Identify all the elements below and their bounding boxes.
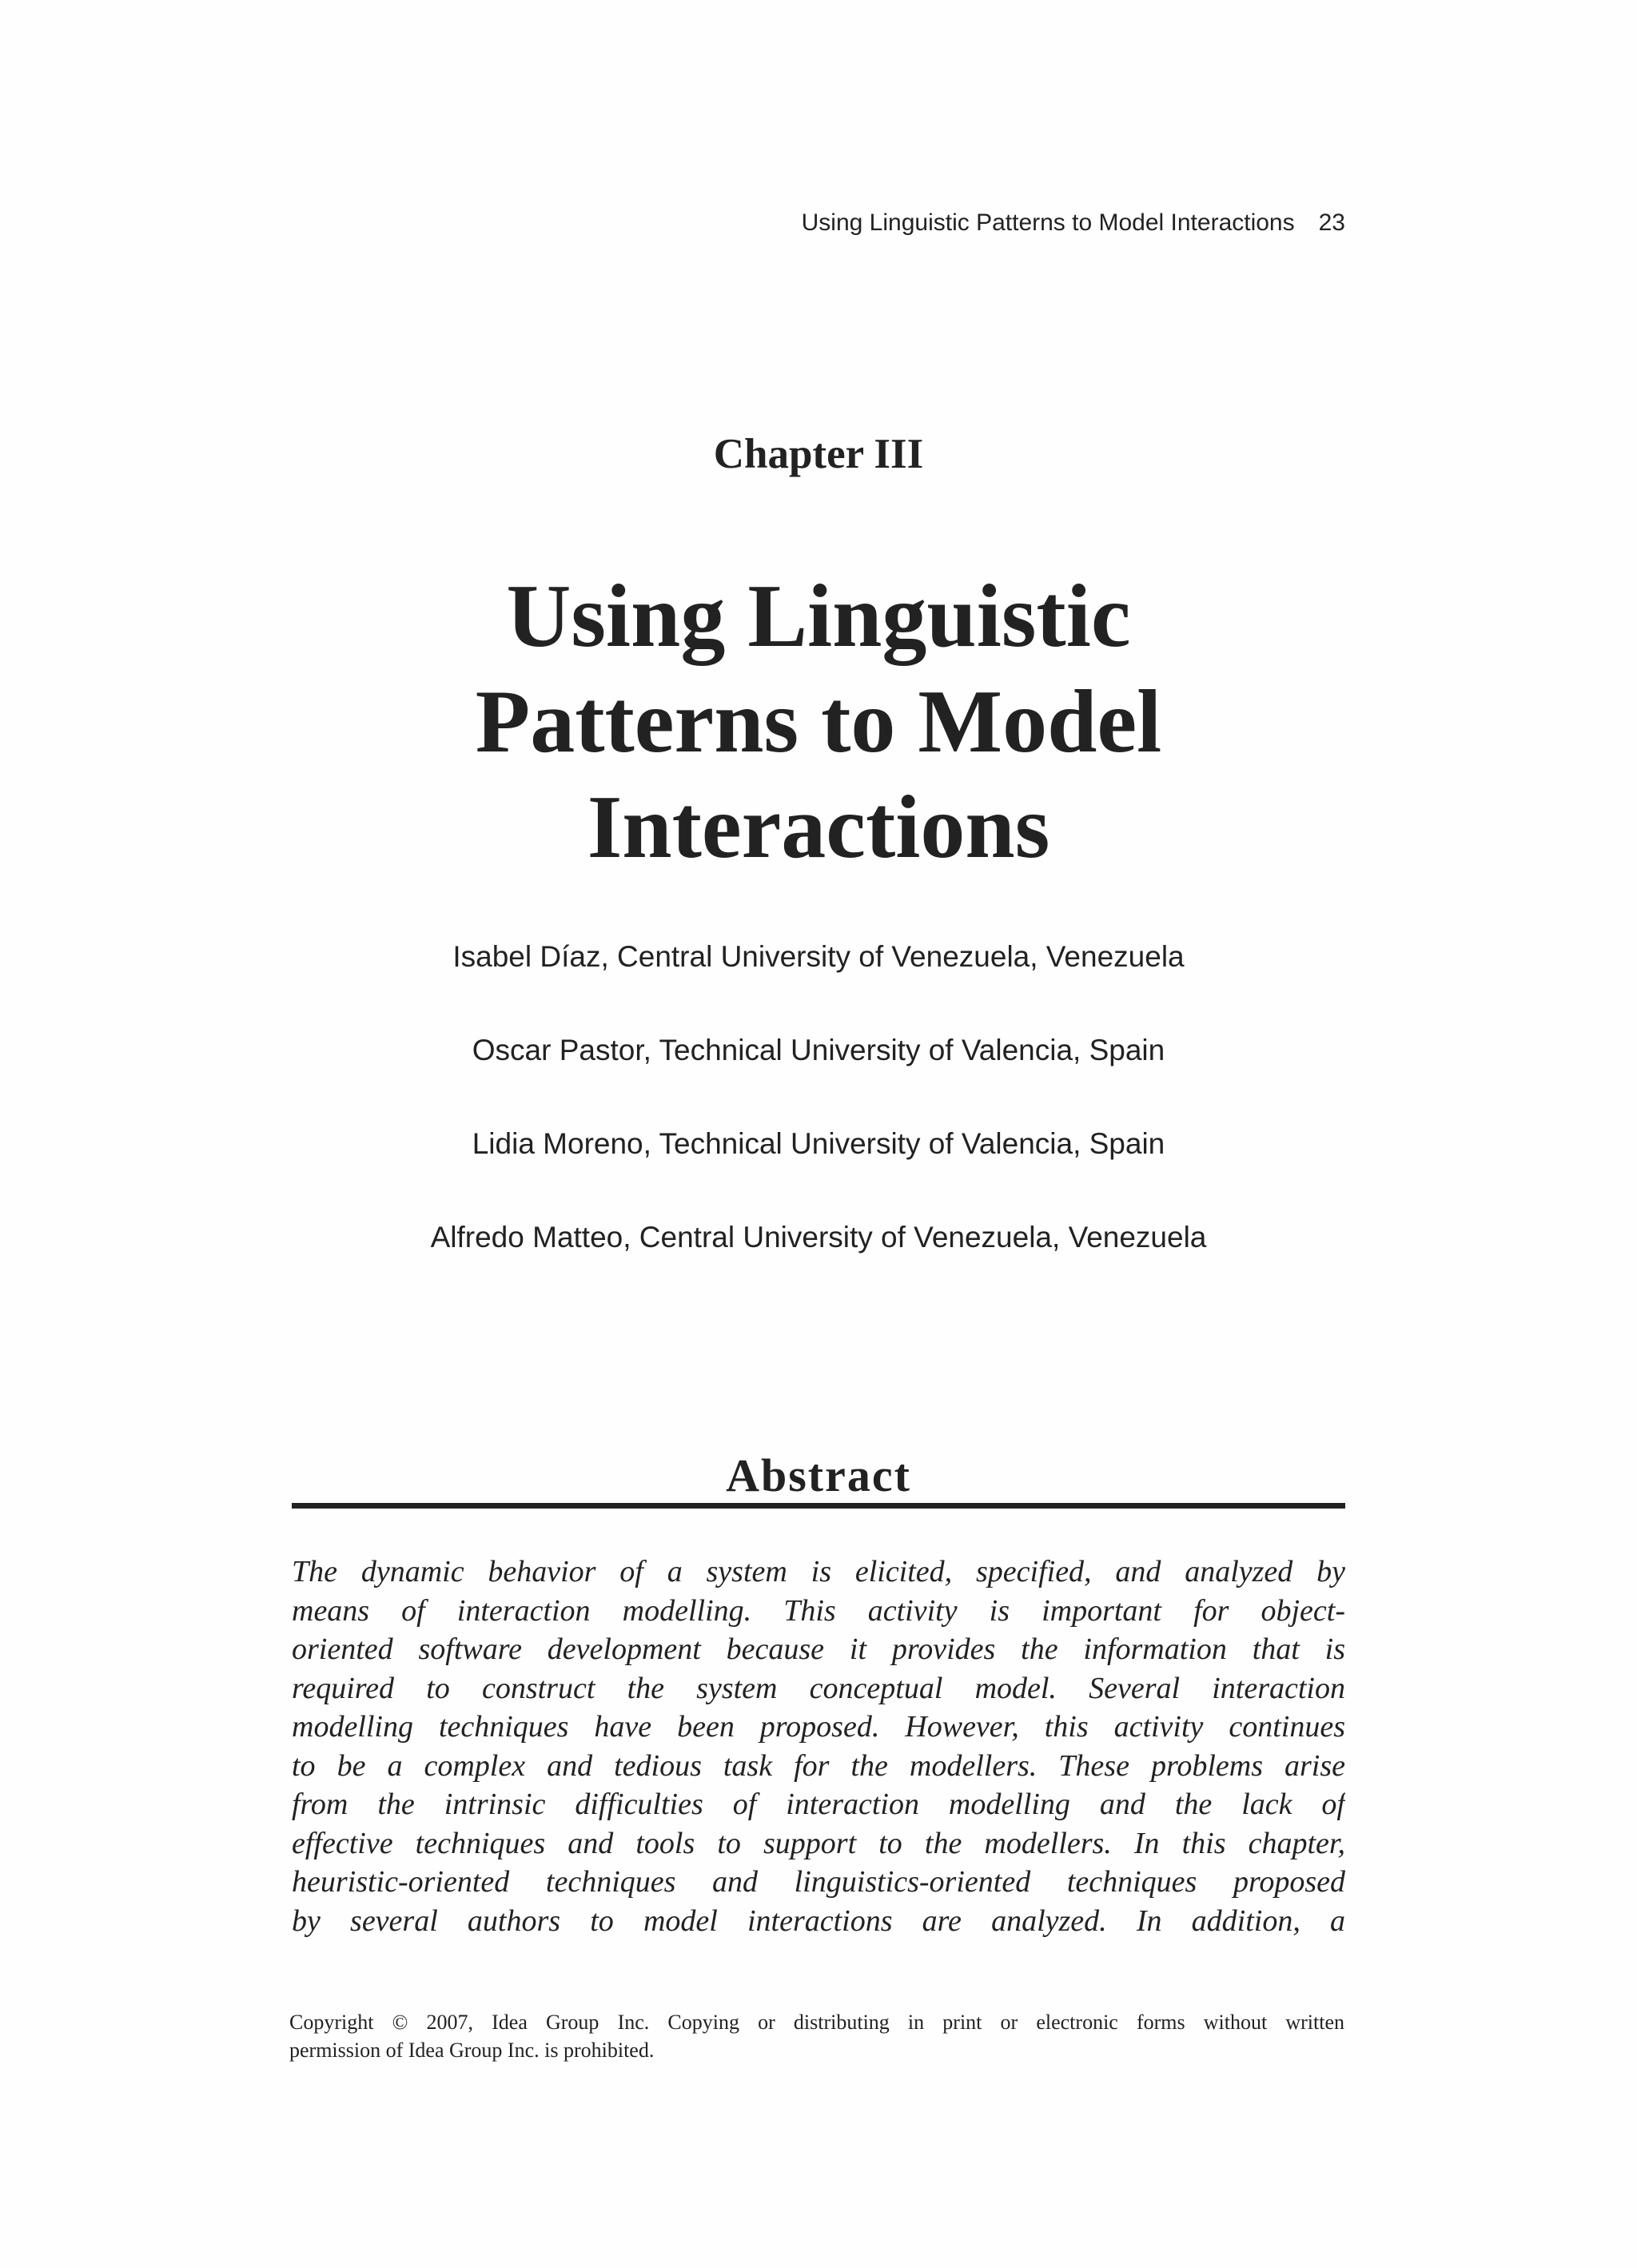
chapter-title-line: Patterns to Model [475, 672, 1162, 771]
abstract-body [292, 1553, 1345, 1940]
author-affiliation: Alfredo Matteo, Central University of Venezuela, Venezuela [430, 1221, 1207, 1254]
abstract-line: modelling techniques have been proposed. However, this activity continues [292, 1710, 1345, 1744]
running-head [802, 209, 1345, 237]
abstract-line: The dynamic behavior of a system is elicited, specified, and analyzed by [292, 1555, 1345, 1588]
chapter-title-line: Interactions [587, 778, 1050, 877]
author-affiliation: Isabel Díaz, Central University of Venezuela, Venezuela [452, 940, 1185, 973]
abstract-line: means of interaction modelling. This activity is important for object- [292, 1593, 1345, 1628]
copyright-line: Copyright © 2007, Idea Group Inc. Copying or distributing in print or electronic forms without written [289, 2011, 1344, 2034]
running-head-title: Using Linguistic Patterns to Model Interactions [801, 209, 1295, 236]
copyright-notice [289, 2008, 1344, 2064]
author-affiliation: Lidia Moreno, Technical University of Valencia, Spain [472, 1127, 1165, 1160]
abstract-line: heuristic-oriented techniques and linguistics-oriented techniques proposed [292, 1865, 1345, 1899]
chapter-title-line: Using Linguistic [506, 567, 1131, 666]
abstract-line: oriented software development because it provides the information that is [292, 1632, 1345, 1666]
author-affiliation: Oscar Pastor, Technical University of Valencia, Spain [472, 1034, 1165, 1066]
author-list [0, 937, 1637, 1311]
abstract-line: to be a complex and tedious task for the modellers. These problems arise [292, 1748, 1345, 1783]
chapter-label: Chapter III [713, 431, 924, 477]
abstract-line: from the intrinsic difficulties of interaction modelling and the lack of [292, 1788, 1345, 1821]
abstract-line: effective techniques and tools to support to the modellers. In this chapter, [292, 1826, 1345, 1860]
abstract-line: required to construct the system conceptual model. Several interaction [292, 1671, 1345, 1705]
chapter-title [0, 564, 1637, 880]
abstract-heading: Abstract [726, 1449, 911, 1501]
abstract-rule [292, 1503, 1345, 1509]
page-number: 23 [1318, 209, 1345, 236]
abstract-line: by several authors to model interactions are analyzed. In addition, a [292, 1903, 1345, 1938]
copyright-line: permission of Idea Group Inc. is prohibited. [289, 2039, 655, 2062]
